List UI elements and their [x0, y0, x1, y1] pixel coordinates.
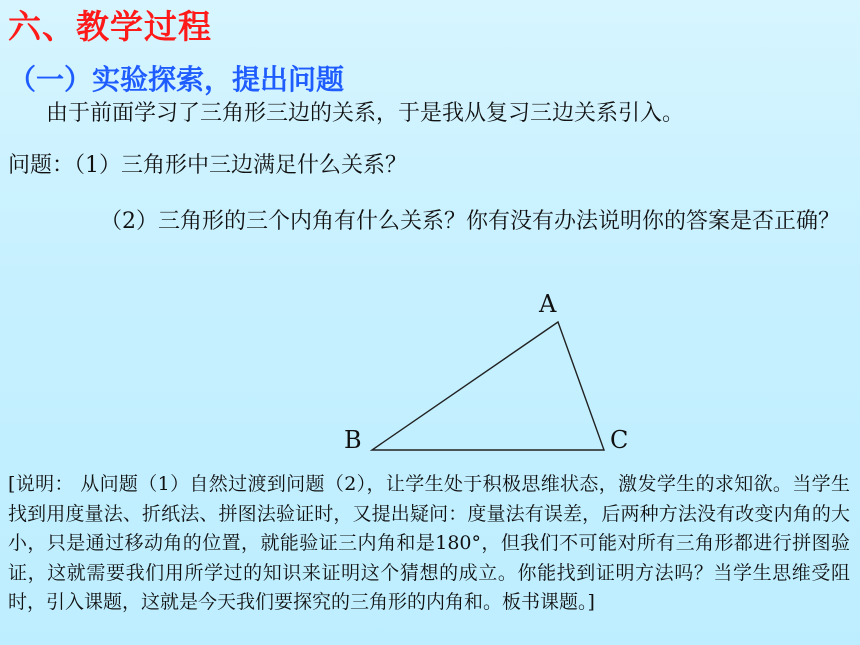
question-1-text: （1）三角形中三边满足什么关系？ — [74, 153, 408, 178]
vertex-b-label: B — [344, 426, 362, 454]
intro-paragraph: 由于前面学习了三角形三边的关系，于是我从复习三边关系引入。 — [46, 101, 685, 126]
triangle-diagram — [330, 282, 660, 462]
question-2 — [8, 205, 846, 239]
questions-label: 问题： — [8, 153, 75, 178]
vertex-a-label: A — [539, 290, 557, 318]
triangle-shape — [372, 322, 604, 450]
vertex-c-label: C — [610, 426, 629, 454]
section-heading: （一）实验探索，提出问题 — [8, 63, 345, 96]
teaching-note: [说明： 从问题（1）自然过渡到问题（2），让学生处于积极思维状态，激发学生的求知欲。当学生找到用度量法、折纸法、拼图法验证时，又提出疑问：度量法有误差，后两种方法没有改变内角的大小，只是通过移动角的位置，就能验证三内角和是180°，但我们不可能对所有三角形都进行拼图验证，这就需要我们用所学过的知识来证明这个猜想的成立。你能找到证明方法吗？当学生思维受阻时，引入课题，这就是今天我们要探究的三角形的内角和。板书课题。] — [8, 473, 850, 613]
question-1 — [8, 150, 407, 182]
page-title: 六、教学过程 — [8, 7, 212, 46]
question-2-text: （2）三角形的三个内角有什么关系？你有没有办法说明你的答案是否正确？ — [100, 209, 840, 234]
